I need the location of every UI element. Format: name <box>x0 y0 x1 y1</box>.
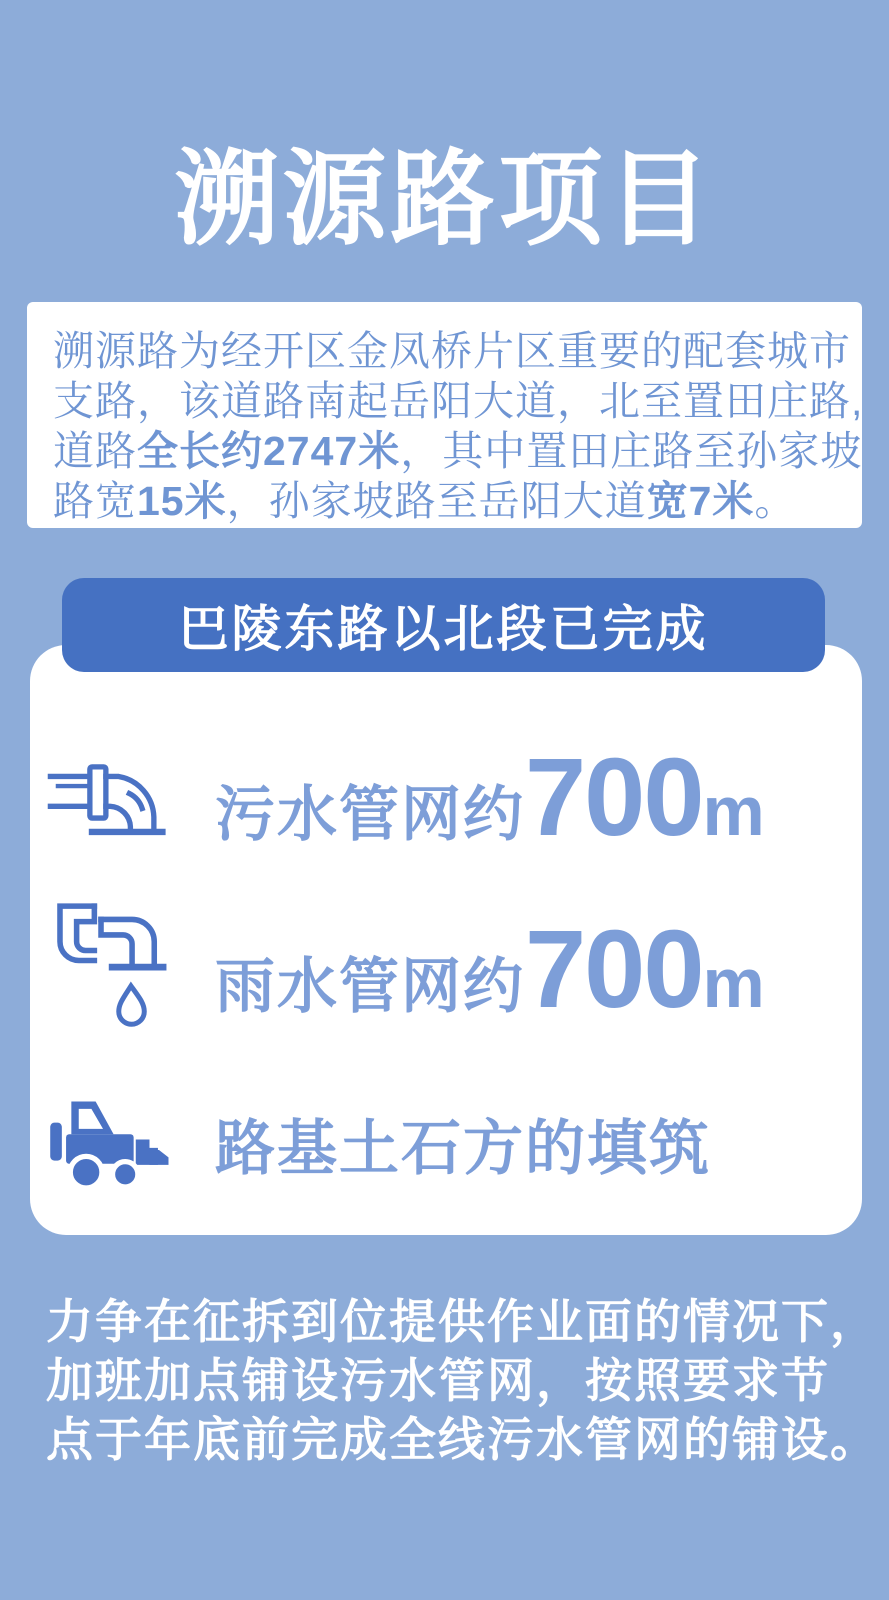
completed-section-header <box>62 578 825 672</box>
road-width-7-value: 宽7米 <box>646 478 755 524</box>
intro-line-2: 支路，该道路南起岳阳大道，北至置田庄路, <box>53 378 864 424</box>
rain-network-unit: m <box>702 944 765 1022</box>
road-length-value: 全长约2747米 <box>137 428 401 474</box>
sewage-network-unit: m <box>702 772 765 850</box>
loader-truck-icon <box>46 1075 178 1210</box>
sewage-network-row <box>215 736 765 859</box>
road-width-15-value: 15米 <box>137 478 227 524</box>
roadbed-label: 路基土石方的填筑 <box>215 1115 711 1182</box>
sewage-outflow-pipe-icon <box>44 737 172 854</box>
intro-line-1: 溯源路为经开区金凤桥片区重要的配套城市 <box>53 328 851 374</box>
completed-section-header-label: 巴陵东路以北段已完成 <box>178 601 709 657</box>
page-title: 溯源路项目 <box>174 142 715 258</box>
footer-line-3: 点于年底前完成全线污水管网的铺设。 <box>46 1413 879 1466</box>
footer-line-2: 加班加点铺设污水管网，按照要求节 <box>46 1354 830 1407</box>
rain-network-value: 700 <box>525 908 703 1031</box>
rain-network-label: 雨水管网约 <box>215 953 525 1020</box>
intro-card <box>27 302 862 528</box>
rain-network-row <box>215 908 765 1031</box>
sewage-network-label: 污水管网约 <box>215 781 525 848</box>
intro-line-4: 路宽15米，孙家坡路至岳阳大道宽7米。 <box>53 478 797 524</box>
footer-note <box>46 1292 879 1469</box>
completed-card <box>30 645 862 1235</box>
rain-pipe-drop-icon <box>50 897 172 1050</box>
intro-line-3: 道路全长约2747米，其中置田庄路至孙家坡 <box>53 428 863 474</box>
footer-line-1: 力争在征拆到位提供作业面的情况下， <box>46 1295 879 1348</box>
sewage-network-value: 700 <box>525 736 703 859</box>
roadbed-row <box>215 1087 711 1182</box>
